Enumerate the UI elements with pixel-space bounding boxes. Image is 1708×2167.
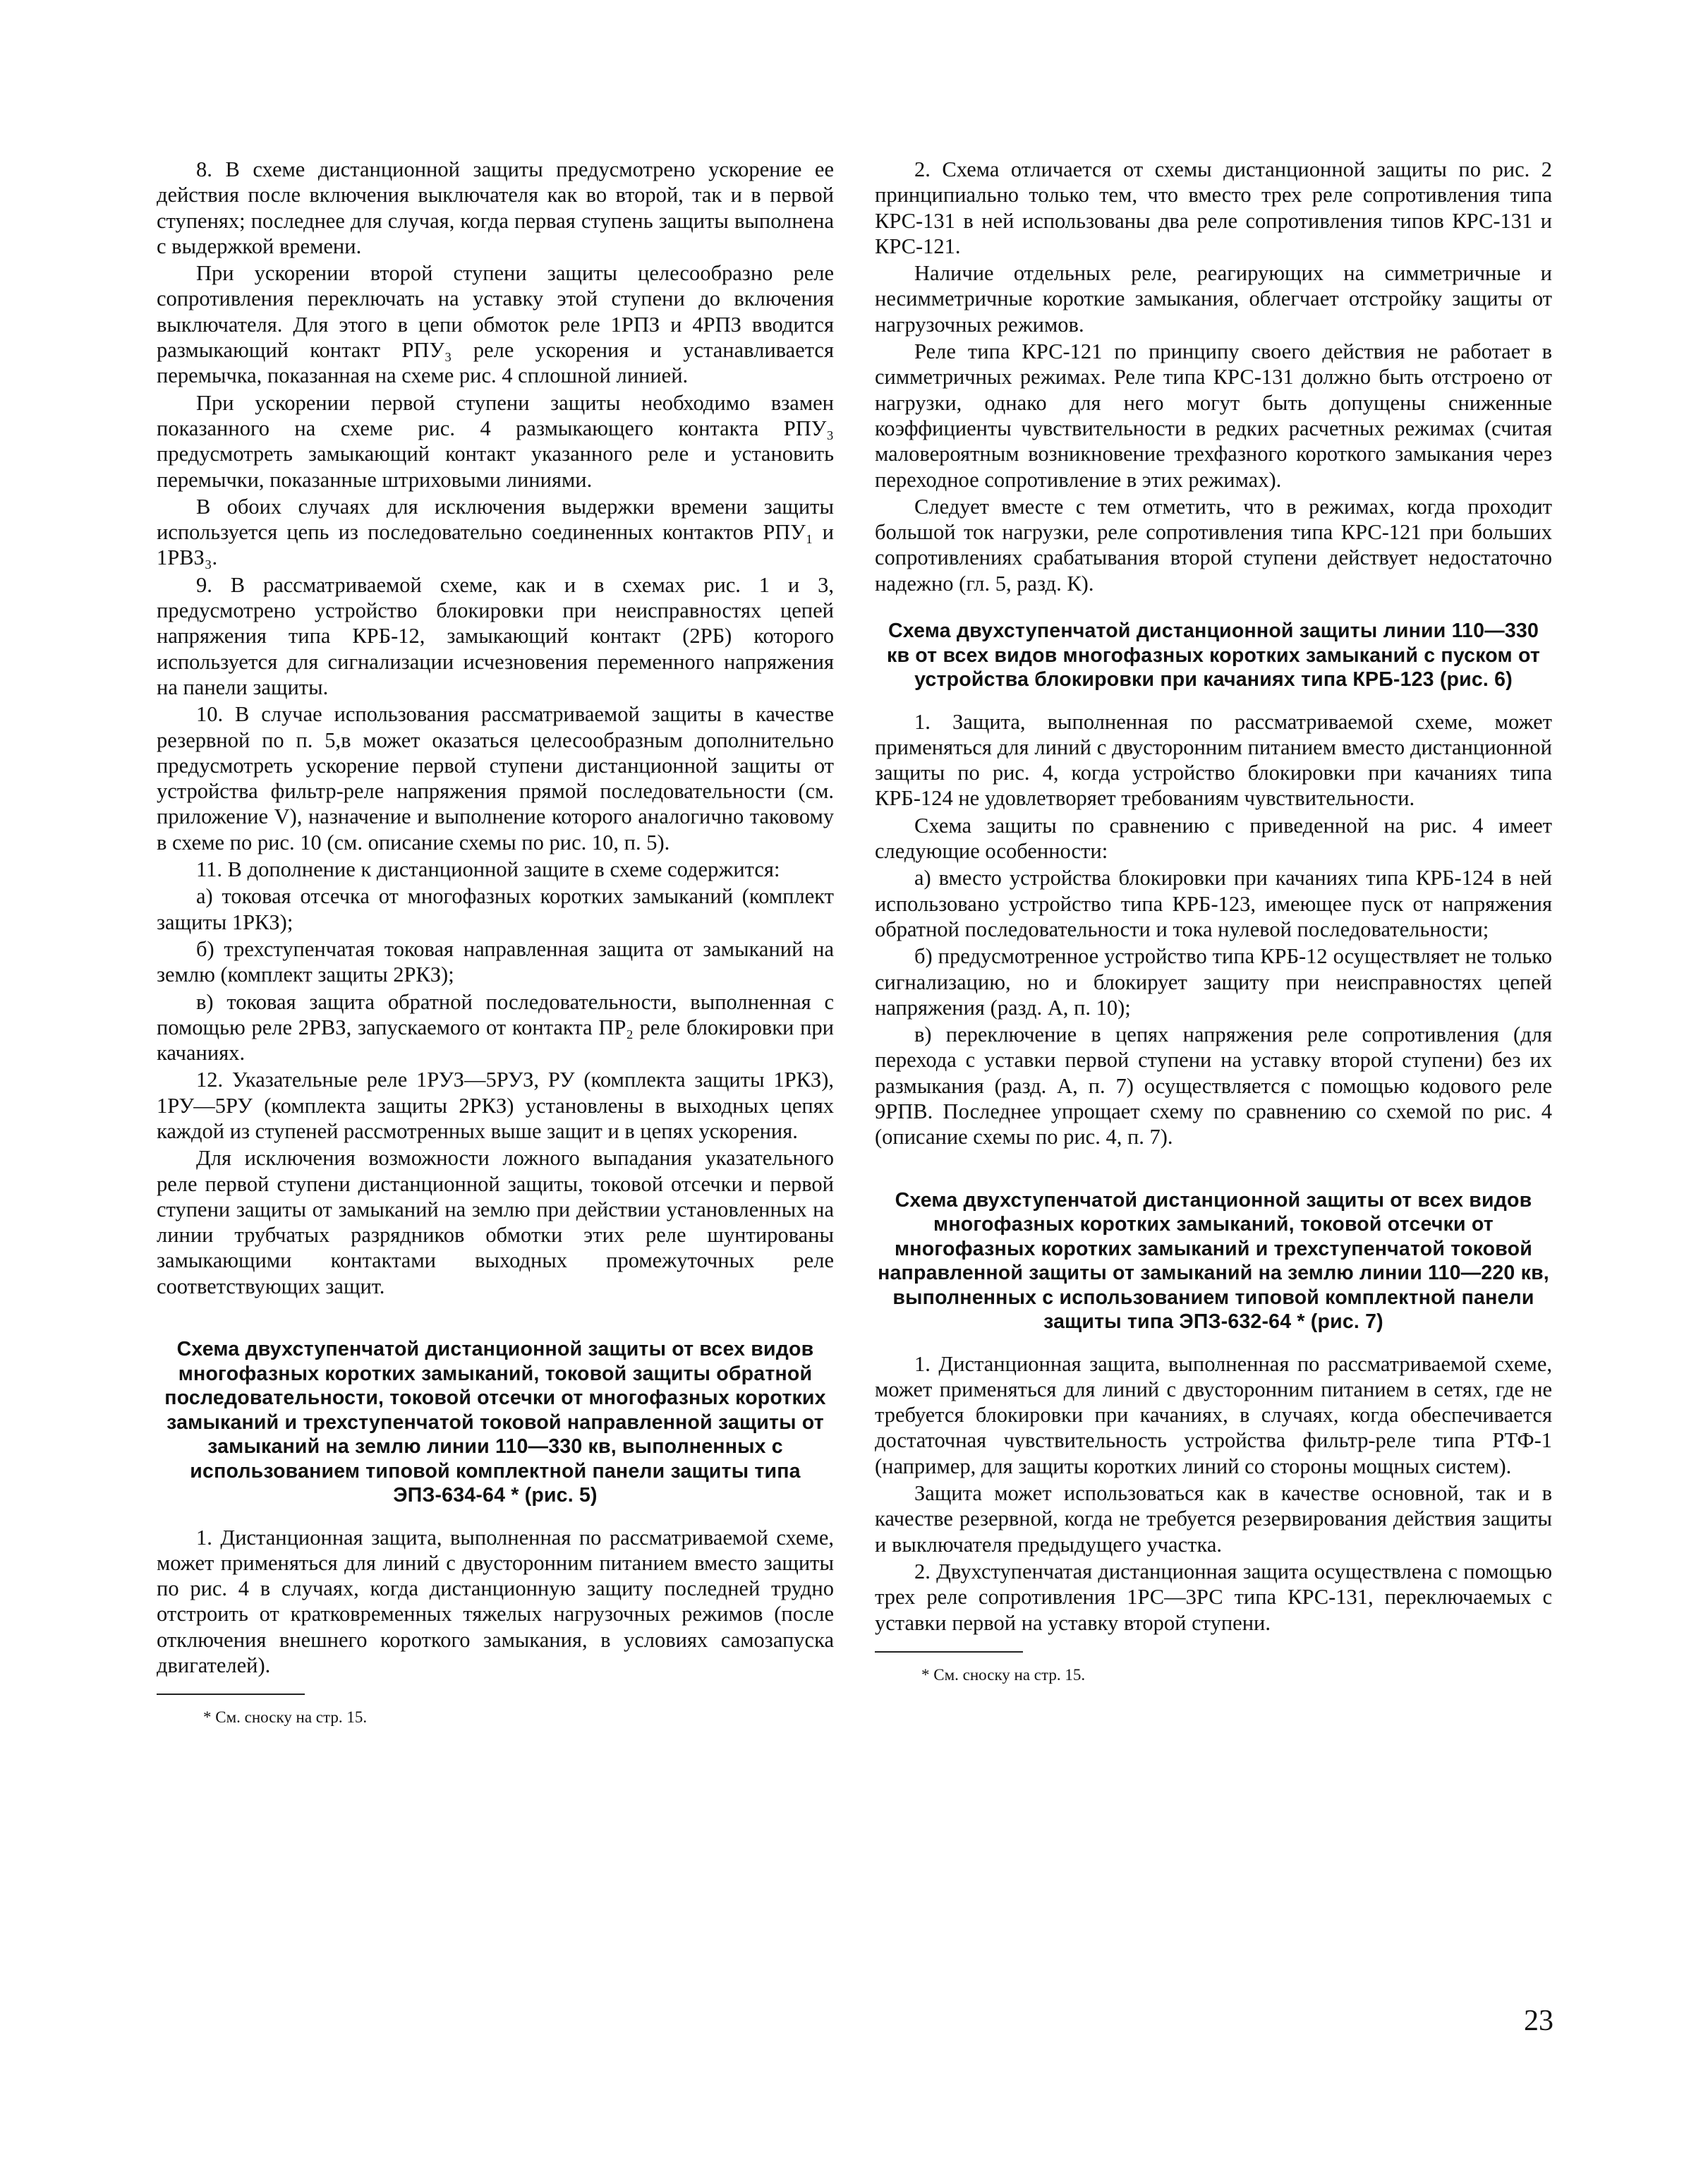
paragraph: 10. В случае использования рассматриваемой защиты в качестве резервной по п. 5,в может оказаться целесообразным дополнительно предусмотреть ускорение первой ступени дистанционной защиты от устройства фильтр-реле напряжения прямой последовательности (см. приложение V), назначение и выполнение которого аналогично таковому в схеме по рис. 10 (см. описание схемы по рис. 10, п. 5). (157, 702, 834, 855)
paragraph: Схема защиты по сравнению с приведенной на рис. 4 имеет следующие особенности: (875, 813, 1552, 864)
paragraph: Защита может использоваться как в качестве основной, так и в качестве резервной, когда не требуется резервирования действия защиты и выключателя предыдущего участка. (875, 1481, 1552, 1557)
paragraph: 1. Защита, выполненная по рассматриваемой схеме, может применяться для линий с двусторонним питанием вместо дистанционной защиты по рис. 4, когда устройство блокировки при качаниях типа КРБ-124 не удовлетворяет требованиям чувствительности. (875, 709, 1552, 811)
footnote: * См. сноску на стр. 15. (203, 1708, 368, 1727)
footnote-divider (157, 1694, 305, 1695)
paragraph: При ускорении второй ступени защиты целесообразно реле сопротивления переключать на уставку этой ступени до включения выключателя. Для этого в цепи обмоток реле 1РПЗ и 4РПЗ вводится размыкающий контакт РПУ₃ реле ускорения и устанавливается перемычка, показанная на схеме рис. 4 сплошной линией. (157, 261, 834, 388)
list-item: а) вместо устройства блокировки при качаниях типа КРБ-124 в ней использовано устройство типа КРБ-123, имеющее пуск от напряжения обратной последовательности и тока нулевой последовательности; (875, 866, 1552, 941)
paragraph: 9. В рассматриваемой схеме, как и в схемах рис. 1 и 3, предусмотрено устройство блокировки при неисправностях цепей напряжения типа КРБ-12, замыкающий контакт (2РБ) которого используется для сигнализации исчезновения переменного напряжения на панели защиты. (157, 572, 834, 699)
list-item: а) токовая отсечка от многофазных коротких замыканий (комплект защиты 1РКЗ); (157, 884, 834, 934)
paragraph: В обоих случаях для исключения выдержки времени защиты используется цепь из последовательно соединенных контактов РПУ₁ и 1РВЗ₃. (157, 494, 834, 570)
left-column (157, 157, 834, 1729)
section-heading-fig5: Схема двухступенчатой дистанционной защиты от всех видов многофазных коротких замыканий, токовой защиты обратной последовательности, токовой отсечки от многофазных коротких замыканий и трехступенчатой токовой направленной защиты от замыканий на землю линии 110—330 кв, выполненных с использованием типовой комплектной панели защиты типа ЭПЗ-634-64 * (рис. 5) (164, 1338, 826, 1507)
paragraph: Следует вместе с тем отметить, что в режимах, когда проходит большой ток нагрузки, реле сопротивления типа КРС-121 при больших сопротивлениях срабатывания второй ступени действует недостаточно надежно (гл. 5, разд. К). (875, 494, 1552, 596)
paragraph: 1. Дистанционная защита, выполненная по рассматриваемой схеме, может применяться для линий с двусторонним питанием в сетях, где не требуется блокировки при качаниях, в случаях, когда обеспечивается достаточная чувствительность устройства фильтр-реле типа РТФ-1 (например, для защиты коротких линий со стороны мощных систем). (875, 1351, 1552, 1478)
footnote: * См. сноску на стр. 15. (921, 1665, 1086, 1684)
list-item: б) трехступенчатая токовая направленная защита от замыканий на землю (комплект защиты 2РКЗ); (157, 936, 834, 987)
list-item: в) переключение в цепях напряжения реле сопротивления (для перехода с уставки первой ступени на уставку второй ступени) без их размыкания (разд. А, п. 7) осуществляется с помощью кодового реле 9РПВ. Последнее упрощает схему по сравнению со схемой по рис. 4 (описание схемы по рис. 4, п. 7). (875, 1022, 1552, 1149)
paragraph: 12. Указательные реле 1РУЗ—5РУЗ, РУ (комплекта защиты 1РКЗ), 1РУ—5РУ (комплекта защиты 2РКЗ) установлены в выходных цепях каждой из ступеней рассмотренных выше защит и в цепях ускорения. (157, 1068, 834, 1143)
right-column (875, 157, 1552, 1686)
paragraph: 8. В схеме дистанционной защиты предусмотрено ускорение ее действия после включения выключателя как во второй, так и в первой ступенях; последнее для случая, когда первая ступень защиты выполнена с выдержкой времени. (157, 157, 834, 258)
paragraph: 2. Двухступенчатая дистанционная защита осуществлена с помощью трех реле сопротивления 1РС—3РС типа КРС-131, переключаемых с уставки первой на уставку второй ступени. (875, 1559, 1552, 1635)
page-number: 23 (1524, 2005, 1553, 2037)
footnote-divider (875, 1651, 1023, 1653)
paragraph: Наличие отдельных реле, реагирующих на симметричные и несимметричные короткие замыкания, облегчает отстройку защиты от нагрузочных режимов. (875, 261, 1552, 337)
list-item: б) предусмотренное устройство типа КРБ-12 осуществляет не только сигнализацию, но и блокирует защиту при неисправностях цепей напряжения (разд. А, п. 10); (875, 944, 1552, 1020)
paragraph: Реле типа КРС-121 по принципу своего действия не работает в симметричных режимах. Реле типа КРС-131 должно быть отстроено от нагрузки, однако для него могут быть допущены сниженные коэффициенты чувствительности в редких расчетных режимах (считая маловероятным возникновение трехфазного короткого замыкания через переходное сопротивление в этих режимах). (875, 339, 1552, 492)
paragraph: Для исключения возможности ложного выпадания указательного реле первой ступени дистанционной защиты, токовой отсечки и первой ступени защиты от замыканий на землю при действии установленных на линии трубчатых разрядников обмотки этих реле шунтированы замыкающими контактами выходных промежуточных реле соответствующих защит. (157, 1146, 834, 1298)
paragraph: При ускорении первой ступени защиты необходимо взамен показанного на схеме рис. 4 размыкающего контакта РПУ₃ предусмотреть замыкающий контакт указанного реле и установить перемычки, показанные штриховыми линиями. (157, 390, 834, 492)
paragraph: 11. В дополнение к дистанционной защите в схеме содержится: (196, 857, 780, 882)
list-item: в) токовая защита обратной последовательности, выполненная с помощью реле 2РВЗ, запускаемого от контакта ПР₂ реле блокировки при качаниях. (157, 989, 834, 1066)
section-heading-fig6: Схема двухступенчатой дистанционной защиты линии 110—330 кв от всех видов многофазных коротких замыканий с пуском от устройства блокировки при качаниях типа КРБ-123 (рис. 6) (886, 620, 1540, 692)
paragraph: 1. Дистанционная защита, выполненная по рассматриваемой схеме, может применяться для линий с двусторонним питанием вместо защиты по рис. 4 в случаях, когда дистанционную защиту последней трудно отстроить от кратковременных тяжелых нагрузочных режимов (после отключения внешнего короткого замыкания, в условиях самозапуска двигателей). (157, 1525, 834, 1678)
section-heading-fig7: Схема двухступенчатой дистанционной защиты от всех видов многофазных коротких замыканий, токовой отсечки от многофазных коротких замыканий и трехступенчатой токовой направленной защиты от замыканий на землю линии 110—220 кв, выполненных с использованием типовой комплектной панели защиты типа ЭПЗ-632-64 * (рис. 7) (878, 1188, 1549, 1334)
paragraph: 2. Схема отличается от схемы дистанционной защиты по рис. 2 принципиально только тем, что вместо трех реле сопротивления типа КРС-131 в ней использованы два реле сопротивления типов КРС-131 и КРС-121. (875, 157, 1552, 258)
